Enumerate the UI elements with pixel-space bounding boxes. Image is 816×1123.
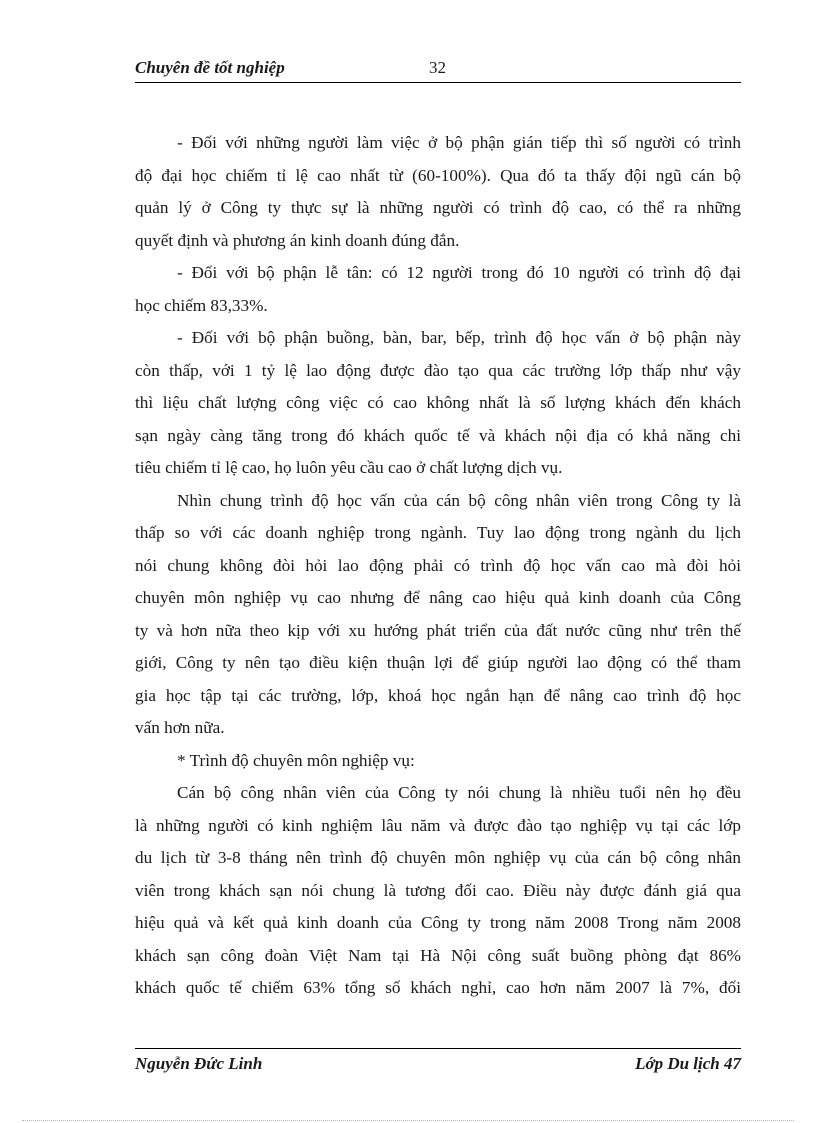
- text-line: độ đại học chiếm tỉ lệ cao nhất từ (60-100%). Qua đó ta thấy đội ngũ cán bộ: [135, 165, 741, 185]
- text-line: sạn ngày càng tăng trong đó khách quốc tế và khách nội địa có khả năng chi: [135, 425, 741, 445]
- text-line: vấn hơn nữa.: [135, 718, 225, 737]
- text-line: thấp so với các doanh nghiệp trong ngành. Tuy lao động trong ngành du lịch: [135, 523, 741, 542]
- class-name: Lớp Du lịch 47: [635, 1054, 741, 1073]
- page-number: 32: [429, 58, 446, 77]
- text-line: viên trong khách sạn nói chung là tương đối cao. Điều này được đánh giá qua: [135, 880, 741, 900]
- text-line: thì liệu chất lượng công việc có cao không nhất là số lượng khách đến khách: [135, 393, 741, 412]
- text-line: học chiếm 83,33%.: [135, 295, 268, 315]
- text-line: quản lý ở Công ty thực sự là những người có trình độ cao, có thể ra những: [135, 198, 741, 217]
- document-title: Chuyên đề tốt nghiệp: [135, 58, 285, 77]
- text-line: gia học tập tại các trường, lớp, khoá học ngắn hạn để nâng cao trình độ học: [135, 685, 741, 705]
- page-footer: [135, 1048, 741, 1077]
- text-line: chuyên môn nghiệp vụ cao nhưng để nâng cao hiệu quả kinh doanh của Công: [135, 588, 741, 607]
- text-line: du lịch từ 3-8 tháng nên trình độ chuyên môn nghiệp vụ của cán bộ công nhân: [135, 848, 741, 867]
- text-line: Cán bộ công nhân viên của Công ty nói chung là nhiều tuổi nên họ đều: [177, 783, 741, 802]
- page-header: [135, 58, 741, 83]
- text-line: là những người có kinh nghiệm lâu năm và được đào tạo nghiệp vụ tại các lớp: [135, 815, 741, 835]
- text-line: - Đối với những người làm việc ở bộ phận gián tiếp thì số người có trình: [177, 133, 741, 152]
- document-body: [135, 127, 741, 1005]
- text-line: khách quốc tế chiếm 63% tổng số khách nghỉ, cao hơn năm 2007 là 7%, đối: [135, 978, 741, 997]
- text-line: tiêu chiếm tỉ lệ cao, họ luôn yêu cầu cao ở chất lượng dịch vụ.: [135, 458, 563, 477]
- text-line: nói chung không đòi hỏi lao động phải có trình độ học vấn cao mà đòi hỏi: [135, 555, 741, 575]
- text-line: - Đối với bộ phận lễ tân: có 12 người trong đó 10 người có trình độ đại: [177, 263, 741, 282]
- author-name: Nguyễn Đức Linh: [135, 1054, 263, 1073]
- page-edge-divider: [22, 1120, 794, 1121]
- text-line: giới, Công ty nên tạo điều kiện thuận lợi để giúp người lao động có thể tham: [135, 653, 741, 672]
- section-heading: * Trình độ chuyên môn nghiệp vụ:: [177, 750, 415, 770]
- text-line: quyết định và phương án kinh doanh đúng đắn.: [135, 230, 460, 250]
- text-line: còn thấp, với 1 tỷ lệ lao động được đào tạo qua các trường lớp thấp như vậy: [135, 360, 741, 380]
- text-line: khách sạn công đoàn Việt Nam tại Hà Nội công suất buồng phòng đạt 86%: [135, 945, 741, 965]
- text-line: - Đối với bộ phận buồng, bàn, bar, bếp, trình độ học vấn ở bộ phận này: [177, 328, 741, 347]
- text-line: Nhìn chung trình độ học vấn của cán bộ công nhân viên trong Công ty là: [177, 490, 741, 510]
- text-line: ty và hơn nữa theo kịp với xu hướng phát triển của đất nước cũng như trên thế: [135, 620, 741, 640]
- text-line: hiệu quả và kết quả kinh doanh của Công ty trong năm 2008 Trong năm 2008: [135, 913, 741, 932]
